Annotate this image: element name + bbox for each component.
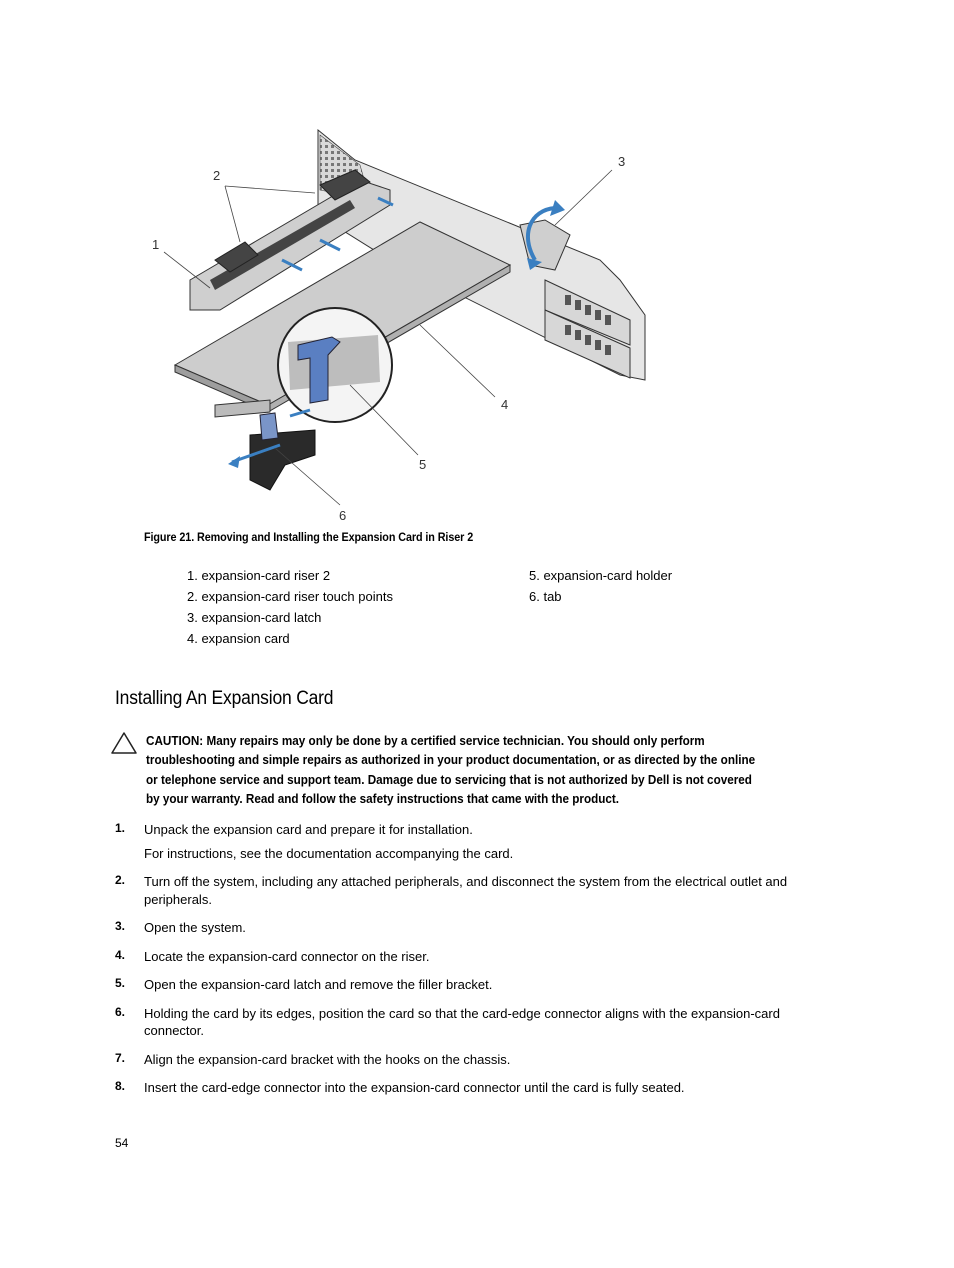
step-text: Align the expansion-card bracket with the hooks on the chassis.: [144, 1051, 511, 1067]
legend-item: 5. expansion-card holder: [529, 568, 673, 583]
expansion-card-figure: [150, 120, 670, 525]
caution-triangle-icon: [110, 731, 138, 755]
callout-2: 2: [213, 168, 221, 183]
step-number: 5.: [115, 976, 126, 990]
callout-4: 4: [501, 397, 509, 412]
list-item: [115, 976, 815, 994]
step-text: Open the system.: [144, 920, 246, 935]
step-text: Open the expansion-card latch and remove the filler bracket.: [144, 977, 493, 992]
legend-right: [529, 565, 672, 607]
installation-steps: [115, 821, 815, 1097]
callout-5: 5: [419, 457, 427, 472]
step-note: For instructions, see the documentation accompanying the card.: [144, 845, 514, 861]
list-item: [115, 1079, 815, 1097]
step-text: Holding the card by its edges, position the card so that the card-edge connector aligns with the expansion-card connector.: [144, 1005, 780, 1038]
legend-item: 4. expansion card: [187, 631, 290, 646]
caution-notice: CAUTION: Many repairs may only be done by a certified service technician. You should only perform troubleshooting and simple repairs as authorized in your product documentation, or as directed by the online or telephone service and support team. Damage due to servicing that is not authorized by Dell is not covered by your warranty. Read and follow the safety instructions that came with the product.: [146, 733, 756, 806]
callout-3: 3: [618, 154, 626, 169]
figure-caption: Figure 21. Removing and Installing the Expansion Card in Riser 2: [144, 530, 474, 544]
tab-detail: [260, 413, 278, 440]
list-item: [115, 1051, 815, 1069]
step-number: 7.: [115, 1050, 126, 1065]
riser-illustration: [150, 120, 670, 525]
step-number: 4.: [115, 947, 126, 962]
list-item: [115, 1005, 815, 1040]
step-text: Insert the card-edge connector into the expansion-card connector until the card is fully seated.: [144, 1080, 685, 1095]
legend-left: [187, 565, 393, 649]
section-heading: Installing An Expansion Card: [115, 688, 334, 709]
callout-1: 1: [152, 237, 160, 252]
step-number: 6.: [115, 1004, 126, 1019]
list-item: [115, 919, 815, 937]
step-number: 2.: [115, 873, 126, 887]
step-number: 8.: [115, 1079, 126, 1093]
legend-item: 1. expansion-card riser 2: [187, 568, 331, 583]
step-text: Turn off the system, including any attached peripherals, and disconnect the system from the electrical outlet and peripherals.: [144, 874, 788, 907]
page-number: 54: [115, 1136, 129, 1150]
card-bracket: [250, 430, 315, 490]
list-item: [115, 821, 815, 862]
legend-item: 3. expansion-card latch: [187, 610, 322, 625]
list-item: [115, 873, 815, 908]
legend-item: 2. expansion-card riser touch points: [187, 589, 393, 604]
legend-item: 6. tab: [529, 589, 562, 604]
list-item: [115, 948, 815, 966]
callout-6: 6: [339, 508, 347, 523]
step-number: 3.: [115, 919, 126, 933]
step-text: Unpack the expansion card and prepare it for installation.: [144, 822, 473, 837]
step-text: Locate the expansion-card connector on the riser.: [144, 948, 430, 964]
step-number: 1.: [115, 821, 126, 835]
